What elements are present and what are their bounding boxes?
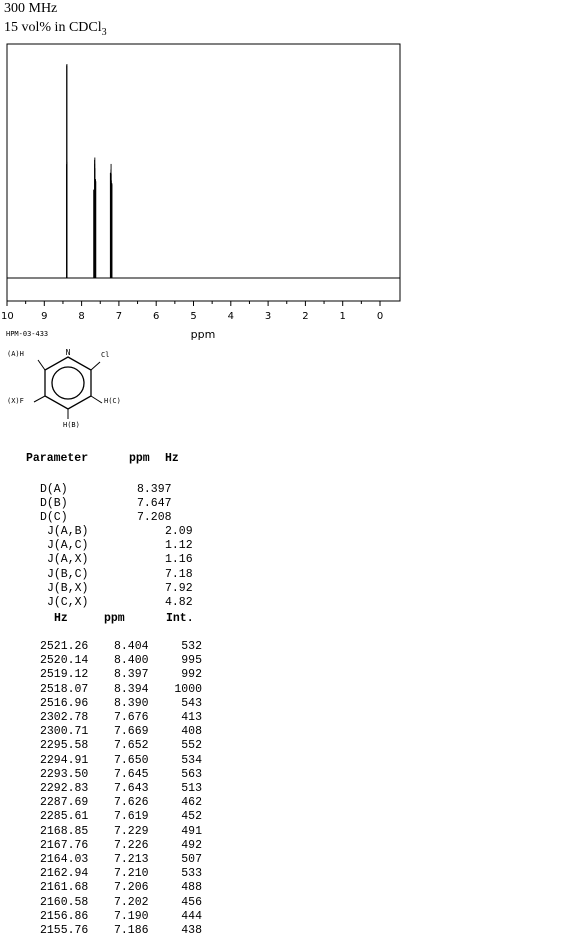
table-row	[0, 683, 300, 697]
shift-row	[0, 511, 300, 525]
peak-table	[0, 612, 300, 947]
x-tick-label: 3	[264, 311, 272, 322]
x-tick-label: 0	[376, 311, 384, 322]
peak-ppm: 7.202	[114, 895, 149, 909]
peak-ppm: 7.186	[114, 924, 149, 937]
x-tick-label: 6	[153, 311, 160, 322]
aromatic-circle	[52, 367, 84, 399]
coupling-name: J(A,C)	[47, 539, 89, 553]
shift-row	[0, 497, 300, 511]
x-tick-label: 2	[302, 311, 309, 322]
peak-hz: 2285.61	[40, 810, 89, 824]
coupling-value: 1.16	[165, 553, 193, 567]
x-tick-label: 8	[78, 311, 85, 322]
table-row	[0, 896, 300, 910]
peak-hz: 2287.69	[40, 796, 89, 810]
peak-int: 543	[181, 696, 202, 710]
bond-f	[34, 396, 45, 402]
peak-hz: 2160.58	[40, 895, 89, 909]
table-row	[0, 910, 300, 924]
peak-header-int: Int.	[166, 612, 194, 625]
x-tick-label: 10	[1, 311, 14, 322]
peak-hz: 2156.86	[40, 909, 89, 923]
x-tick-label: 4	[227, 311, 234, 322]
peak-int: 552	[181, 739, 202, 753]
table-row	[0, 782, 300, 796]
table-row	[0, 640, 300, 654]
peak-int: 507	[181, 853, 202, 866]
peak-ppm: 7.645	[114, 767, 149, 781]
table-row	[0, 697, 300, 711]
coupling-row	[0, 539, 300, 553]
atom-cl: Cl	[101, 351, 110, 359]
peak-ppm: 8.397	[114, 668, 149, 682]
peak-int: 413	[181, 711, 202, 724]
shift-value: 8.397	[137, 483, 172, 496]
peak-int: 532	[181, 640, 202, 653]
peak-ppm: 7.626	[114, 796, 149, 810]
peak-hz: 2521.26	[40, 640, 89, 653]
coupling-name: J(C,X)	[47, 596, 89, 609]
atom-xf: (X)F	[7, 397, 24, 405]
atom-n: N	[65, 348, 71, 357]
peak-int: 488	[181, 881, 202, 895]
coupling-name: J(A,B)	[47, 525, 89, 538]
peak-hz: 2302.78	[40, 711, 89, 724]
x-axis-ticks	[1, 301, 383, 322]
coupling-row	[0, 582, 300, 596]
peak-ppm: 7.643	[114, 782, 149, 795]
table-row	[0, 881, 300, 895]
peak-ppm: 7.190	[114, 909, 149, 923]
parameter-table	[0, 452, 300, 612]
table-row	[0, 754, 300, 768]
peak-ppm: 8.390	[114, 696, 149, 710]
x-tick-label: 1	[339, 311, 346, 322]
table-row	[0, 839, 300, 853]
table-row	[0, 853, 300, 867]
peak-header-hz: Hz	[54, 612, 68, 625]
plot-frame	[7, 44, 400, 301]
peak-header-ppm: ppm	[104, 612, 125, 625]
coupling-row	[0, 553, 300, 567]
table-row	[0, 725, 300, 739]
peak-ppm: 7.652	[114, 739, 149, 753]
shift-name: D(B)	[40, 497, 68, 511]
table-row	[0, 810, 300, 824]
peak-int: 452	[181, 810, 202, 824]
peak-hz: 2155.76	[40, 924, 89, 937]
peak-hz: 2167.76	[40, 838, 89, 852]
coupling-row	[0, 525, 300, 539]
table-row	[0, 654, 300, 668]
peak-ppm: 7.226	[114, 838, 149, 852]
peak-ppm: 7.669	[114, 725, 149, 739]
bond-ha	[38, 360, 45, 370]
peak-int: 462	[181, 796, 202, 810]
peak-ppm: 7.650	[114, 753, 149, 767]
peak-ppm: 7.676	[114, 711, 149, 724]
shift-value: 7.647	[137, 497, 172, 511]
coupling-value: 2.09	[165, 525, 193, 538]
shift-name: D(C)	[40, 511, 68, 525]
coupling-row	[0, 596, 300, 610]
coupling-value: 7.92	[165, 581, 193, 595]
x-tick-label: 7	[115, 311, 123, 322]
param-header-ppm: ppm	[129, 452, 150, 465]
table-row	[0, 711, 300, 725]
peak-ppm: 7.619	[114, 810, 149, 824]
peak-int: 533	[181, 867, 202, 881]
peak-hz: 2519.12	[40, 668, 89, 682]
coupling-value: 1.12	[165, 539, 193, 553]
peak-int: 534	[181, 753, 202, 767]
table-row	[0, 924, 300, 938]
atom-ha: (A)H	[7, 350, 24, 358]
peak-hz: 2300.71	[40, 725, 89, 739]
peak-int: 995	[181, 654, 202, 668]
coupling-name: J(A,X)	[47, 553, 89, 567]
peak-hz: 2518.07	[40, 682, 89, 696]
shift-name: D(A)	[40, 483, 68, 496]
solvent-subscript: 3	[101, 26, 107, 38]
peak-int: 456	[181, 895, 202, 909]
peak-ppm: 7.229	[114, 824, 149, 838]
x-axis-label: ppm	[190, 328, 216, 341]
peak-hz: 2161.68	[40, 881, 89, 895]
atom-hc: H(C)	[104, 397, 121, 405]
peak-int: 444	[181, 909, 202, 923]
shift-value: 7.208	[137, 511, 172, 525]
peak-hz: 2162.94	[40, 867, 89, 881]
peak-hz: 2292.83	[40, 782, 89, 795]
solvent-text: 15 vol% in CDCl	[4, 20, 102, 35]
nmr-spectrum-chart	[0, 38, 420, 343]
table-row	[0, 739, 300, 753]
table-row	[0, 825, 300, 839]
peak-ppm: 7.213	[114, 853, 149, 866]
bond-cl	[91, 362, 100, 370]
peak-int: 491	[181, 824, 202, 838]
chemical-structure	[0, 325, 200, 435]
x-tick-label: 5	[190, 311, 197, 322]
peak-hz: 2294.91	[40, 753, 89, 767]
peak-hz: 2295.58	[40, 739, 89, 753]
peak-ppm: 7.210	[114, 867, 149, 881]
peak-int: 492	[181, 838, 202, 852]
table-row	[0, 768, 300, 782]
param-header-hz: Hz	[165, 452, 179, 465]
coupling-value: 7.18	[165, 567, 193, 581]
table-row	[0, 668, 300, 682]
coupling-value: 4.82	[165, 596, 193, 609]
peak-int: 1000	[174, 682, 202, 696]
peak-int: 408	[181, 725, 202, 739]
peak-int: 563	[181, 767, 202, 781]
peak-int: 992	[181, 668, 202, 682]
peak-int: 513	[181, 782, 202, 795]
table-row	[0, 796, 300, 810]
coupling-name: J(B,C)	[47, 567, 89, 581]
sample-code: HPM-03-433	[6, 330, 49, 338]
bond-hc	[91, 396, 102, 403]
coupling-name: J(B,X)	[47, 581, 89, 595]
peak-ppm: 8.404	[114, 640, 149, 653]
peak-ppm: 8.400	[114, 654, 149, 668]
peaks-layer	[67, 64, 112, 278]
peak-hz: 2520.14	[40, 654, 89, 668]
frequency-label: 300 MHz	[4, 1, 58, 16]
peak-ppm: 7.206	[114, 881, 149, 895]
peak-hz: 2293.50	[40, 767, 89, 781]
peak-hz: 2516.96	[40, 696, 89, 710]
coupling-row	[0, 568, 300, 582]
x-tick-label: 9	[41, 311, 48, 322]
peak-ppm: 8.394	[114, 682, 149, 696]
table-row	[0, 867, 300, 881]
peak-int: 438	[181, 924, 202, 937]
peak-hz: 2164.03	[40, 853, 89, 866]
atom-hb: H(B)	[63, 421, 80, 429]
shift-row	[0, 483, 300, 497]
peak-hz: 2168.85	[40, 824, 89, 838]
param-header-parameter: Parameter	[26, 452, 89, 465]
